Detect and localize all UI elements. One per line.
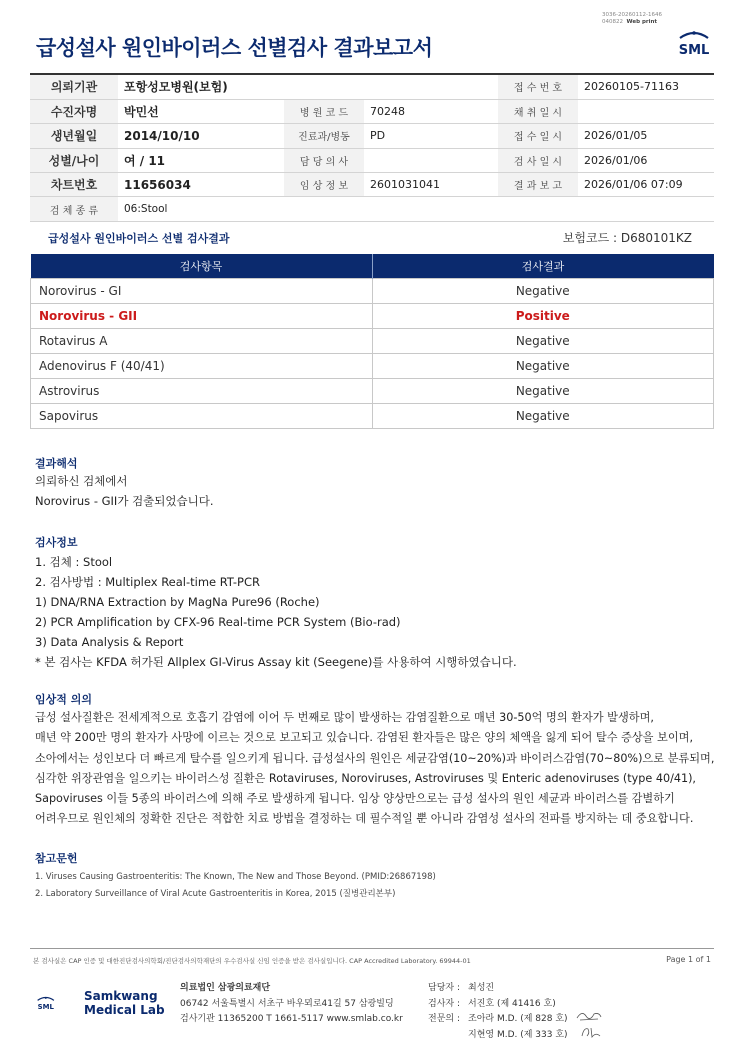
test-info-line: 3) Data Analysis & Report (35, 635, 184, 649)
tested-label: 검 사 일 시 (498, 148, 578, 172)
reported-label: 결 과 보 고 (498, 173, 578, 197)
clinical-label: 임 상 정 보 (284, 173, 364, 197)
test-result: Negative (372, 353, 714, 378)
foundation-name: 의료법인 삼광의료재단 (180, 983, 271, 993)
staff-row (428, 1028, 568, 1044)
table-row (31, 378, 714, 403)
lab-name-line2: Medical Lab (84, 1003, 165, 1017)
chart-label: 차트번호 (30, 173, 118, 197)
request-org-value: 포항성모병원(보험) (118, 75, 498, 99)
test-item: Norovirus - GII (31, 303, 373, 328)
footer-divider (30, 948, 714, 949)
signature-icon (574, 1008, 604, 1024)
test-info-line: 1. 검체 : Stool (35, 555, 113, 569)
table-row (31, 278, 714, 303)
interpretation-line: 의뢰하신 검체에서 (35, 474, 128, 488)
interpretation-title: 결과해석 (35, 457, 78, 470)
accession-label: 접 수 번 호 (498, 75, 578, 99)
col-item-header: 검사항목 (31, 254, 373, 278)
dept-value: PD (364, 124, 498, 148)
tested-value: 2026/01/06 (578, 148, 714, 172)
staff-role: 담당자 : (428, 983, 460, 993)
clinical-line: 급성 설사질환은 전세계적으로 호흡기 감염에 이어 두 번째로 많이 발생하는 감염질환으로 매년 30-50억 명의 환자가 발생하며, (35, 711, 654, 724)
report-title: 급성설사 원인바이러스 선별검사 결과보고서 (36, 36, 433, 60)
print-id-line2 (602, 19, 662, 26)
print-id (602, 12, 662, 26)
info-row (30, 75, 714, 99)
table-row (31, 403, 714, 428)
foundation-address: 06742 서울특별시 서초구 바우뫼로41길 57 삼광빌딩 (180, 998, 394, 1009)
staff-name: 조아라 M.D. (제 828 호) (468, 1014, 568, 1024)
chart-value: 11656034 (118, 173, 284, 197)
test-result: Negative (372, 403, 714, 428)
specimen-value: 06:Stool (118, 197, 714, 221)
table-row (31, 328, 714, 353)
print-id-line1: 3036-20260112-1646 (602, 12, 662, 18)
sml-logo-icon (674, 28, 714, 62)
info-row (30, 148, 714, 172)
request-org-label: 의뢰기관 (30, 75, 118, 99)
clinical-line: Sapoviruses 이들 5종의 바이러스에 의해 주로 발생하게 됩니다. 임상 양상만으로는 급성 설사의 원인 세균과 바이러스를 감별하기 (35, 792, 675, 806)
lab-name (84, 989, 165, 1017)
test-item: Rotavirus A (31, 328, 373, 353)
staff-list (428, 981, 568, 1043)
dob-label: 생년월일 (30, 124, 118, 148)
staff-name: 지현영 M.D. (제 333 호) (468, 1029, 568, 1040)
staff-role (428, 1028, 468, 1044)
reported-value: 2026/01/06 07:09 (578, 173, 714, 197)
info-row (30, 197, 714, 221)
samkwang-logo-text: SML (37, 1002, 54, 1011)
clinical-line: 소아에서는 성인보다 더 빠르게 탈수를 일으키게 됩니다. 급성설사의 원인은 세균감염(10~20%)과 바이러스감염(70~80%)으로 분류되며, (35, 751, 715, 765)
sex-age-label: 성별/나이 (30, 148, 118, 172)
test-item: Astrovirus (31, 378, 373, 403)
staff-row (428, 981, 568, 997)
test-result: Negative (372, 278, 714, 303)
clinical-line: 매년 약 200만 명의 환자가 사망에 이르는 것으로 보고되고 있습니다. 감염된 환자들은 많은 양의 체액을 잃게 되어 탈수 증상을 보이며, (35, 731, 694, 745)
sex-age-value: 여 / 11 (118, 148, 284, 172)
clinical-text (35, 708, 714, 830)
received-value: 2026/01/05 (578, 124, 714, 148)
test-info-line: 1) DNA/RNA Extraction by MagNa Pure96 (Roche) (35, 595, 320, 609)
dept-label: 진료과/병동 (284, 124, 364, 148)
table-row (31, 353, 714, 378)
hospital-code-value: 70248 (364, 99, 498, 123)
clinical-value: 2601031041 (364, 173, 498, 197)
name-label: 수진자명 (30, 99, 118, 123)
results-table (30, 254, 714, 429)
table-row (31, 303, 714, 328)
test-info-line: * 본 검사는 KFDA 허가된 Allplex GI-Virus Assay kit (Seegene)를 사용하여 시행하였습니다. (35, 655, 517, 669)
foundation-contact: 검사기관 11365200 T 1661-5117 www.smlab.co.kr (180, 1014, 403, 1024)
samkwang-logo-icon (36, 983, 84, 1025)
accreditation-note: 본 검사실은 CAP 인증 및 대한진단검사의학회/진단검사의학재단의 우수검사실 신임 인증을 받은 검사실입니다. CAP Accredited Laboratory. 69944-01 (33, 957, 471, 965)
signature-icon (578, 1024, 604, 1040)
test-result: Negative (372, 378, 714, 403)
test-result: Positive (372, 303, 714, 328)
test-info-text (35, 552, 517, 672)
col-result-header: 검사결과 (372, 254, 714, 278)
reference-line: 1. Viruses Causing Gastroenteritis: The Known, The New and Those Beyond. (PMID:26867198) (35, 872, 436, 882)
results-header (31, 254, 714, 278)
collection-label: 채 취 일 시 (498, 99, 578, 123)
clinical-line: 어려우므로 원인체의 정확한 진단은 적합한 치료 방법을 결정하는 데 필수적일 뿐 아니라 감염성 설사의 전파를 방지하는 데 중요합니다. (35, 812, 694, 826)
foundation-info (180, 981, 403, 1028)
info-row (30, 124, 714, 148)
insurance-code: 보험코드 : D680101KZ (562, 231, 692, 245)
page-number: Page 1 of 1 (666, 955, 711, 964)
name-value: 박민선 (118, 99, 284, 123)
staff-role: 전문의 : (428, 1014, 460, 1024)
info-row (30, 173, 714, 197)
test-info-title: 검사정보 (35, 536, 78, 549)
doctor-value (364, 148, 498, 172)
specimen-label: 검 체 종 류 (30, 197, 118, 221)
section-title: 급성설사 원인바이러스 선별 검사결과 (48, 232, 230, 245)
lab-name-line1: Samkwang (84, 989, 158, 1003)
staff-row (428, 1012, 568, 1028)
received-label: 접 수 일 시 (498, 124, 578, 148)
test-info-line: 2. 검사방법 : Multiplex Real-time RT-PCR (35, 575, 260, 589)
print-id-code: 040822 (602, 19, 624, 25)
interpretation-text (35, 471, 214, 511)
test-item: Adenovirus F (40/41) (31, 353, 373, 378)
dob-value: 2014/10/10 (118, 124, 284, 148)
accession-value: 20260105-71163 (578, 75, 714, 99)
hospital-code-label: 병 원 코 드 (284, 99, 364, 123)
staff-name: 서진호 (제 41416 호) (468, 998, 556, 1009)
clinical-title: 임상적 의의 (35, 693, 92, 706)
doctor-label: 담 당 의 사 (284, 148, 364, 172)
staff-name: 최성진 (468, 983, 495, 993)
staff-role: 검사자 : (428, 998, 460, 1009)
references-title: 참고문헌 (35, 852, 78, 865)
sml-logo-text: SML (678, 43, 710, 58)
references-text (35, 869, 436, 903)
interpretation-line: Norovirus - GII가 검출되었습니다. (35, 494, 214, 508)
patient-info-table (30, 75, 714, 222)
print-id-label: Web print (626, 19, 658, 25)
test-item: Norovirus - GI (31, 278, 373, 303)
collection-value (578, 99, 714, 123)
clinical-line: 심각한 위장관염을 일으키는 바이러스성 질환은 Rotaviruses, Noroviruses, Astroviruses 및 Enteric adenoviruses (type 40/41), (35, 771, 696, 785)
test-item: Sapovirus (31, 403, 373, 428)
test-result: Negative (372, 328, 714, 353)
info-row (30, 99, 714, 123)
staff-row (428, 997, 568, 1013)
test-info-line: 2) PCR Amplification by CFX-96 Real-time PCR System (Bio-rad) (35, 615, 401, 629)
reference-line: 2. Laboratory Surveillance of Viral Acute Gastroenteritis in Korea, 2015 (질병관리본부) (35, 889, 396, 899)
